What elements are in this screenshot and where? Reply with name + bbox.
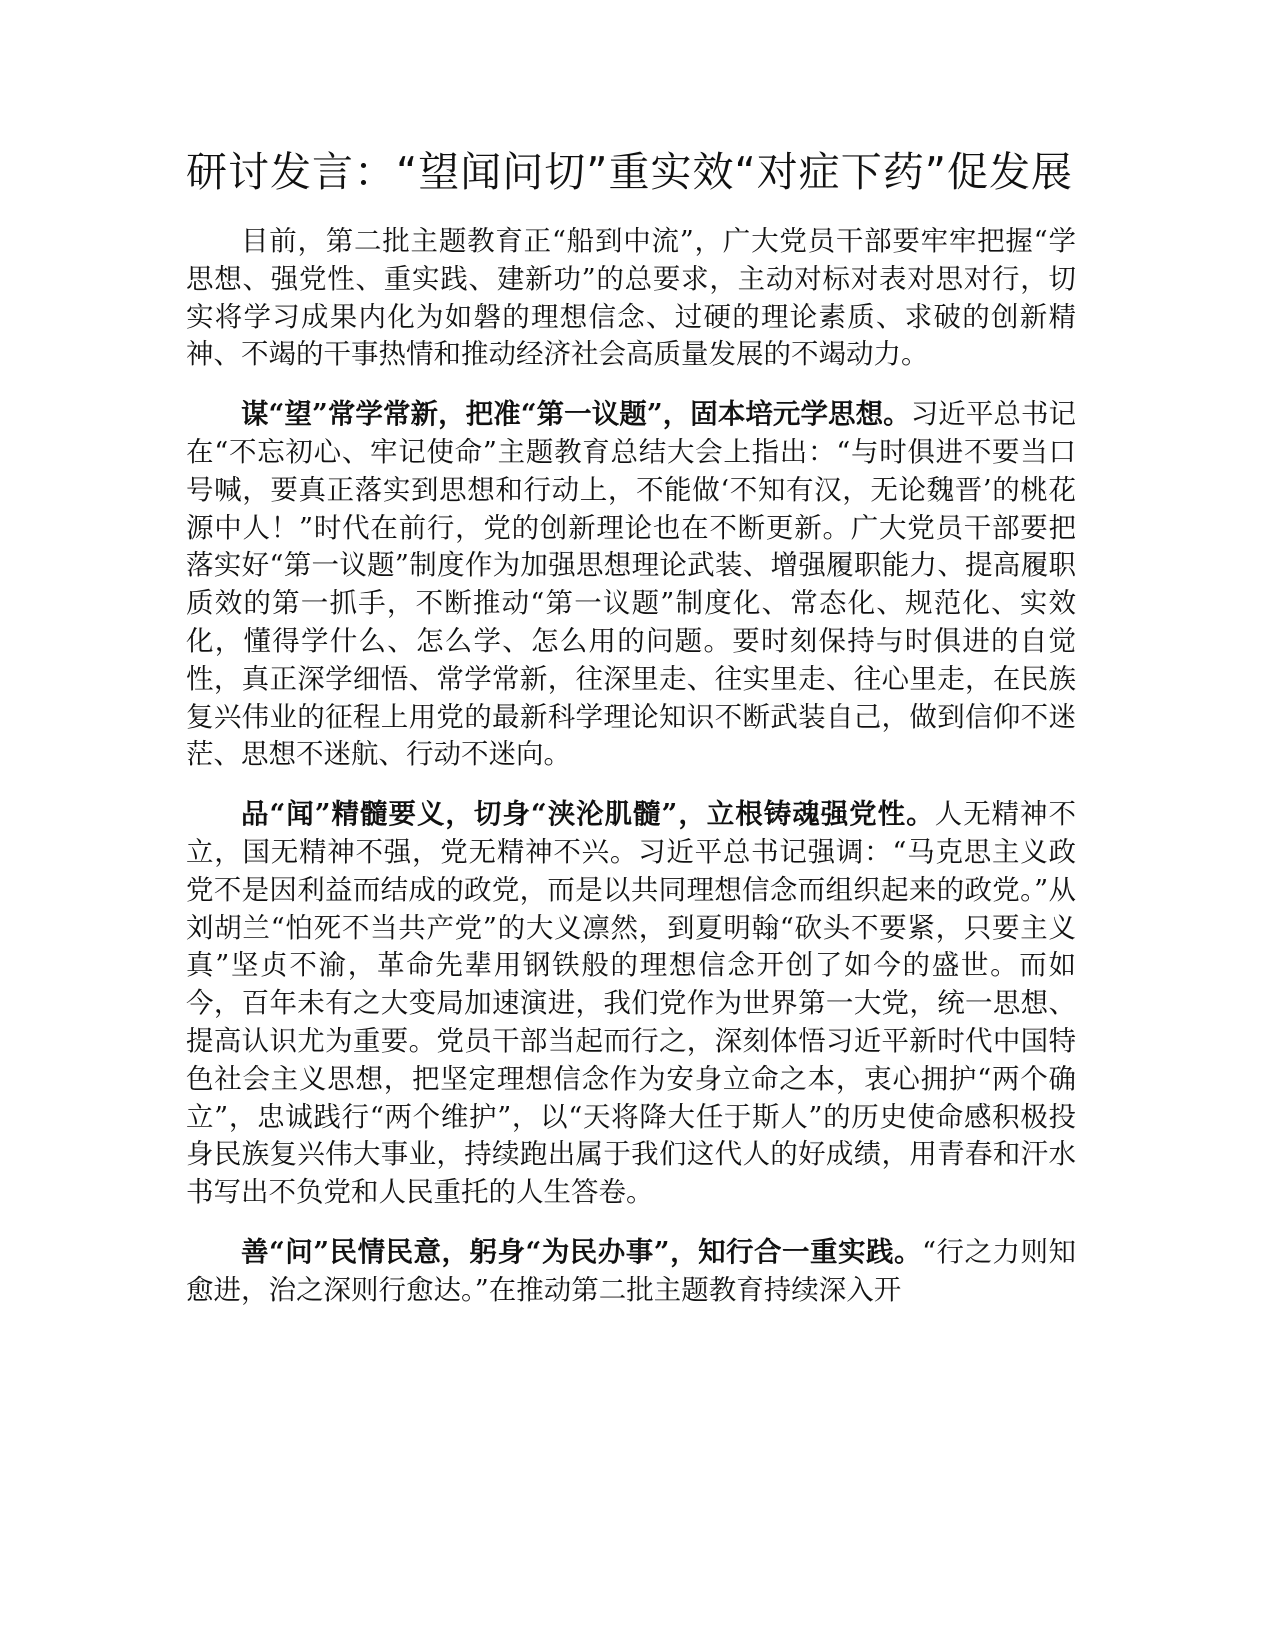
paragraph-text: 习近平总书记在“不忘初心、牢记使命”主题教育总结大会上指出：“与时俱进不要当口号喊，要真正落实到思想和行动上，不能做‘不知有汉，无论魏晋’的桃花源中人！”时代在前行，党的创新理论也在不断更新。广大党员干部要把落实好“第一议题”制度作为加强思想理论武装、增强履职能力、提高履职质效的第一抓手，不断推动“第一议题”制度化、常态化、规范化、实效化，懂得学什么、怎么学、怎么用的问题。要时刻保持与时俱进的自觉性，真正深学细悟、常学常新，往深里走、往实里走、往心里走，在民族复兴伟业的征程上用党的最新科学理论知识不断武装自己，做到信仰不迷茫、思想不迷航、行动不迷向。	[186, 398, 1076, 771]
document-title: 研讨发言：“望闻问切”重实效“对症下药”促发展	[186, 148, 1073, 196]
paragraph-text: 人无精神不立，国无精神不强，党无精神不兴。习近平总书记强调：“马克思主义政党不是因利益而结成的政党，而是以共同理想信念而组织起来的政党。”从刘胡兰“怕死不当共产党”的大义凛然，到夏明翰“砍头不要紧，只要主义真”坚贞不渝，革命先辈用钢铁般的理想信念开创了如今的盛世。而如今，百年未有之大变局加速演进，我们党作为世界第一大党，统一思想、提高认识尤为重要。党员干部当起而行之，深刻体悟习近平新时代中国特色社会主义思想，把坚定理想信念作为安身立命之本，衷心拥护“两个确立”，忠诚践行“两个维护”，以“天将降大任于斯人”的历史使命感积极投身民族复兴伟大事业，持续跑出属于我们这代人的好成绩，用青春和汗水书写出不负党和人民重托的人生答卷。	[186, 798, 1076, 1209]
section-paragraph-2	[186, 796, 1076, 1212]
paragraph-lead: 品“闻”精髓要义，切身“浃沦肌髓”，立根铸魂强党性。	[241, 798, 935, 831]
paragraph-lead: 善“问”民情民意，躬身“为民办事”，知行合一重实践。	[241, 1235, 922, 1268]
document-body	[186, 145, 1076, 1310]
paragraph-lead: 谋“望”常学常新，把准“第一议题”，固本培元学思想。	[241, 398, 911, 431]
section-paragraph-1	[186, 396, 1076, 774]
section-paragraph-3	[186, 1234, 1076, 1310]
intro-paragraph	[186, 223, 1076, 374]
paragraph-text: “行之力则知愈进，治之深则行愈达。”在推动第二批主题教育持续深入开	[186, 1235, 1076, 1306]
paragraph-text: 目前，第二批主题教育正“船到中流”，广大党员干部要牢牢把握“学思想、强党性、重实践、建新功”的总要求，主动对标对表对思对行，切实将学习成果内化为如磐的理想信念、过硬的理论素质、求破的创新精神、不竭的干事热情和推动经济社会高质量发展的不竭动力。	[186, 225, 1076, 371]
